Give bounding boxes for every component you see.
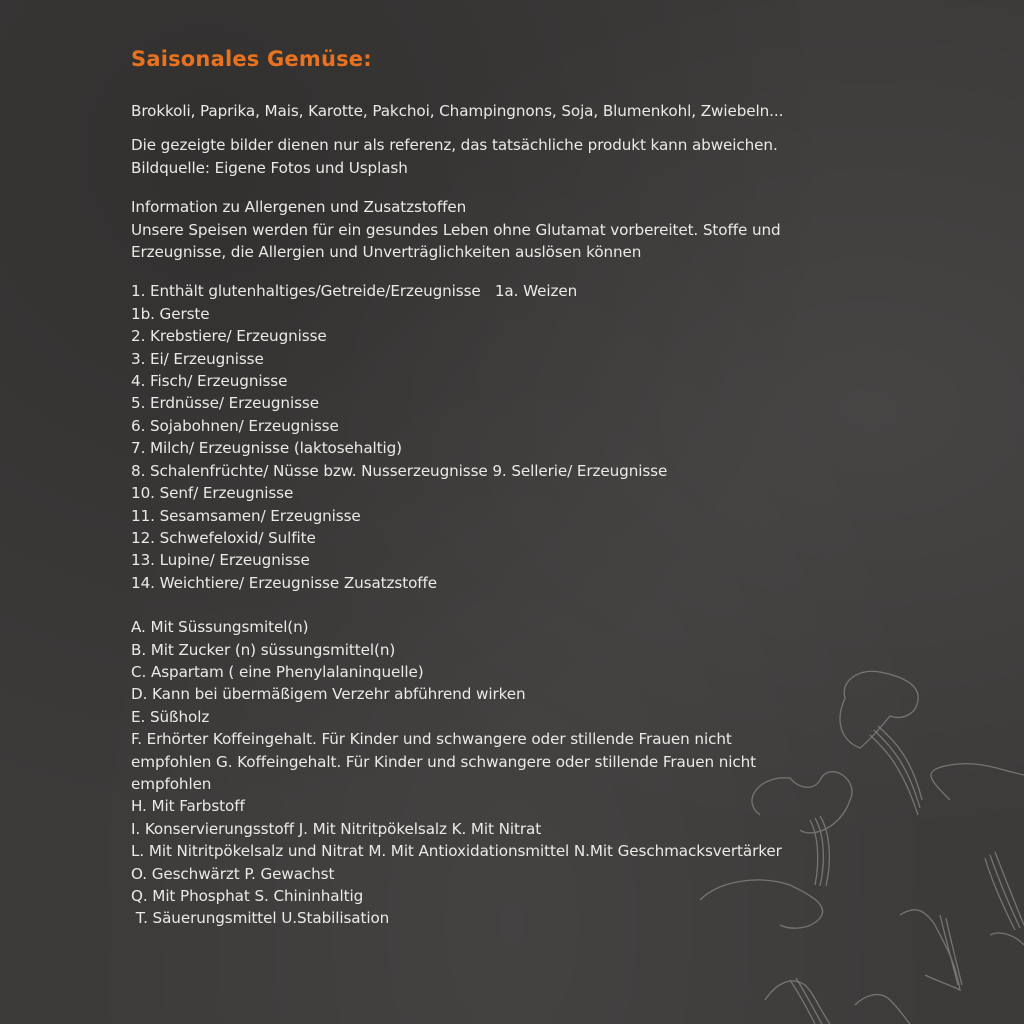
additive-item: O. Geschwärzt P. Gewachst bbox=[131, 864, 335, 883]
allergen-item: 3. Ei/ Erzeugnisse bbox=[131, 349, 264, 368]
additive-item: C. Aspartam ( eine Phenylalaninquelle) bbox=[131, 662, 424, 681]
allergen-item: 2. Krebstiere/ Erzeugnisse bbox=[131, 327, 327, 346]
additive-list bbox=[131, 616, 1011, 930]
additive-item: Q. Mit Phosphat S. Chininhaltig bbox=[131, 887, 364, 905]
additive-item: F. Erhörter Koffeingehalt. Für Kinder und schwangere oder stillende Frauen nicht bbox=[131, 730, 732, 749]
allergen-item: 14. Weichtiere/ Erzeugnisse Zusatzstoffe bbox=[131, 573, 438, 592]
additive-item: D. Kann bei übermäßigem Verzehr abführend wirken bbox=[131, 685, 526, 704]
image-source-line: Bildquelle: Eigene Fotos und Usplash bbox=[131, 158, 408, 177]
additive-item: A. Mit Süssungsmitel(n) bbox=[131, 618, 309, 637]
allergen-item: 1b. Gerste bbox=[131, 304, 210, 323]
allergen-item: 12. Schwefeloxid/ Sulfite bbox=[131, 528, 316, 547]
disclaimer-line: Die gezeigte bilder dienen nur als referenz, das tatsächliche produkt kann abweichen. bbox=[131, 136, 778, 155]
additive-item: empfohlen bbox=[131, 774, 212, 793]
additive-item: L. Mit Nitritpökelsalz und Nitrat M. Mit Antioxidationsmittel N.Mit Geschmacksvertärker bbox=[131, 842, 782, 861]
allergen-item: 13. Lupine/ Erzeugnisse bbox=[131, 551, 310, 570]
allergen-item: 4. Fisch/ Erzeugnisse bbox=[131, 372, 288, 391]
allergen-item: 5. Erdnüsse/ Erzeugnisse bbox=[131, 394, 319, 413]
allergen-item: 11. Sesamsamen/ Erzeugnisse bbox=[131, 506, 361, 525]
section-title: Saisonales Gemüse: bbox=[131, 47, 372, 71]
menu-info-panel bbox=[131, 44, 1011, 930]
allergen-intro-line: Erzeugnisse, die Allergien und Unverträglichkeiten auslösen können bbox=[131, 243, 642, 262]
allergen-item: 1. Enthält glutenhaltiges/Getreide/Erzeugnisse 1a. Weizen bbox=[131, 282, 578, 301]
allergen-item: 7. Milch/ Erzeugnisse (laktosehaltig) bbox=[131, 439, 402, 458]
additive-item: E. Süßholz bbox=[131, 707, 210, 726]
allergen-list bbox=[131, 280, 1011, 594]
additive-item: empfohlen G. Koffeingehalt. Für Kinder und schwangere oder stillende Frauen nicht bbox=[131, 752, 757, 771]
allergen-item: 8. Schalenfrüchte/ Nüsse bzw. Nusserzeugnisse 9. Sellerie/ Erzeugnisse bbox=[131, 461, 668, 480]
allergen-item: 10. Senf/ Erzeugnisse bbox=[131, 484, 294, 503]
disclaimer-block bbox=[131, 134, 1011, 179]
additive-item: I. Konservierungsstoff J. Mit Nitritpökelsalz K. Mit Nitrat bbox=[131, 819, 542, 838]
allergen-intro-block bbox=[131, 196, 1011, 263]
allergen-heading: Information zu Allergenen und Zusatzstoffen bbox=[131, 198, 467, 217]
allergen-intro-line: Unsere Speisen werden für ein gesundes Leben ohne Glutamat vorbereitet. Stoffe und bbox=[131, 220, 781, 239]
additive-item: B. Mit Zucker (n) süssungsmittel(n) bbox=[131, 640, 396, 659]
additive-item: H. Mit Farbstoff bbox=[131, 797, 245, 816]
allergen-item: 6. Sojabohnen/ Erzeugnisse bbox=[131, 416, 339, 435]
additive-item: T. Säuerungsmittel U.Stabilisation bbox=[131, 909, 390, 928]
vegetables-list: Brokkoli, Paprika, Mais, Karotte, Pakchoi, Champingnons, Soja, Blumenkohl, Zwiebeln... bbox=[131, 102, 784, 120]
